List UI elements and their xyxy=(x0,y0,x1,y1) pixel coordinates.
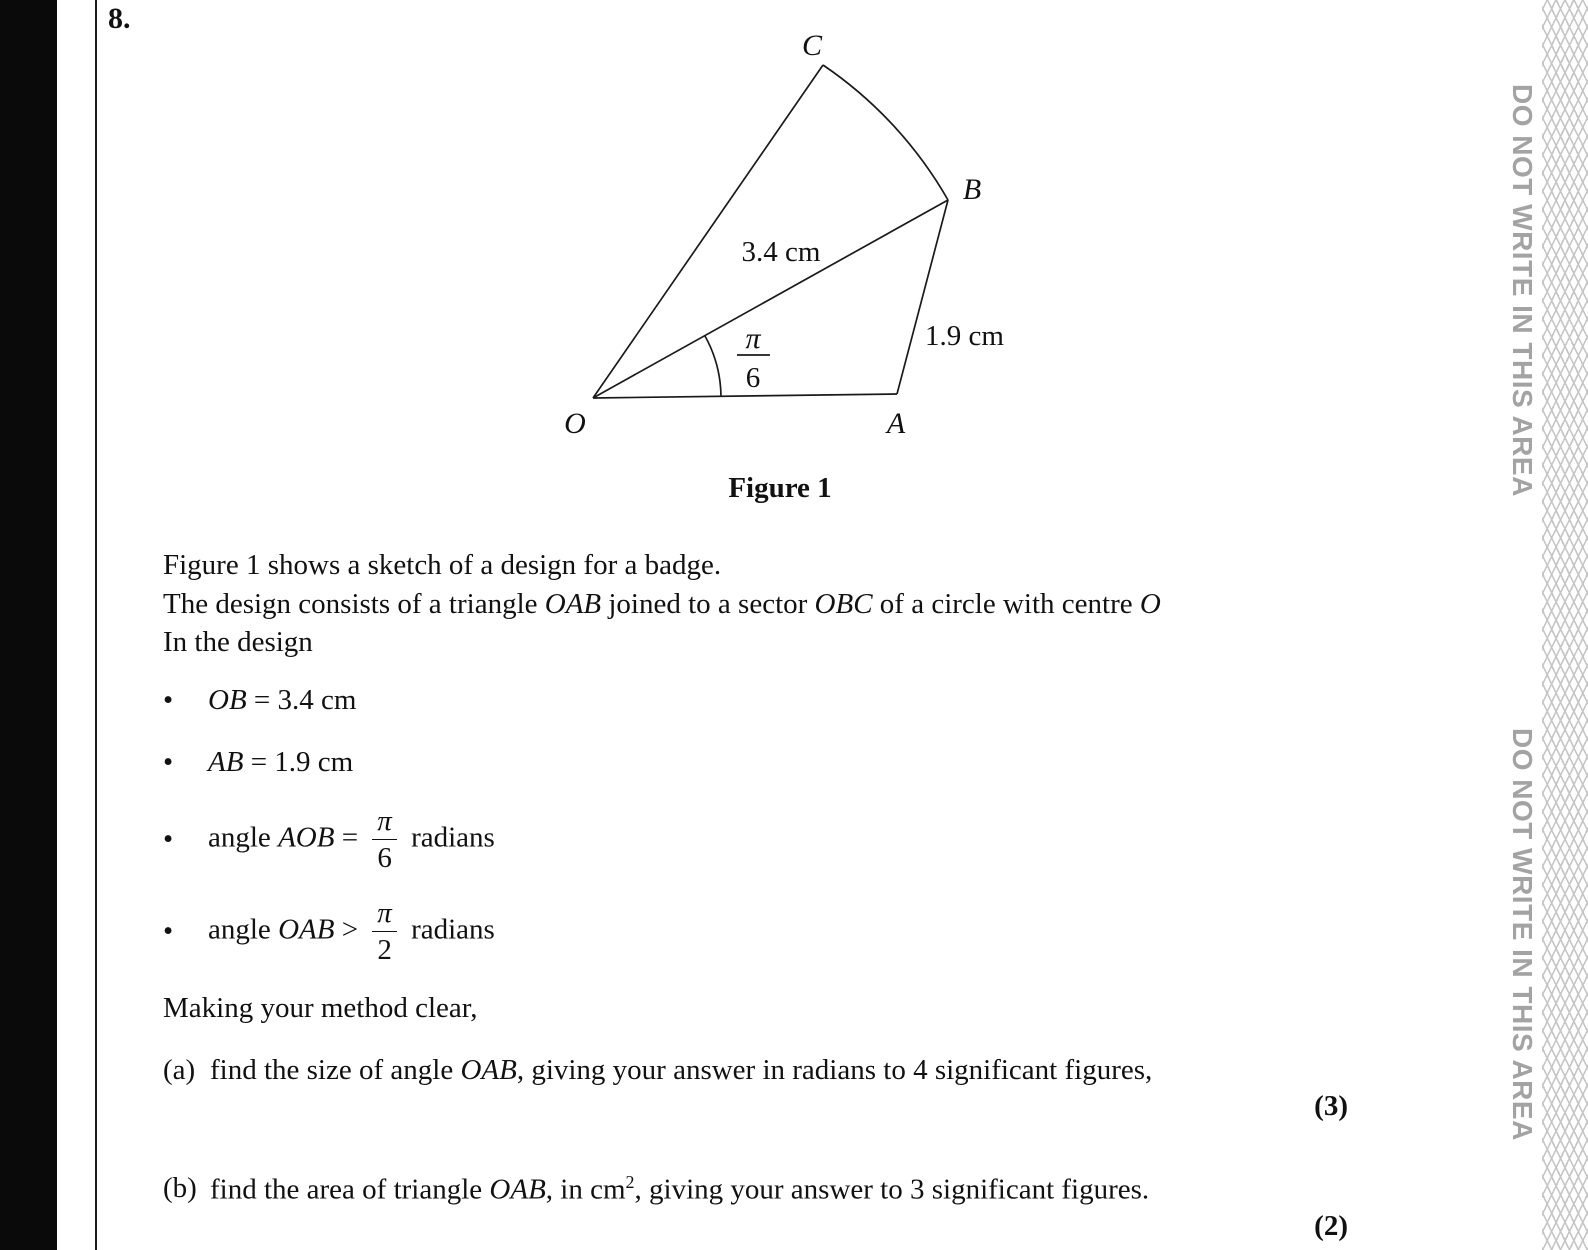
point-label-C: C xyxy=(801,29,823,62)
intro-line-1: Figure 1 shows a sketch of a design for a badge. xyxy=(163,549,722,581)
line-OC xyxy=(593,65,823,398)
line-OA xyxy=(593,394,897,398)
part-a xyxy=(163,1054,1363,1087)
do-not-write-warning-bottom: DO NOT WRITE IN THIS AREA xyxy=(1507,728,1538,1141)
bullet-ab-text: AB = 1.9 cm xyxy=(208,746,354,778)
part-a-text: find the size of angle OAB, giving your answer in radians to 4 significant figures, xyxy=(210,1054,1153,1086)
method-line: Making your method clear, xyxy=(163,992,478,1024)
bullet-ob-text: OB = 3.4 cm xyxy=(208,684,357,716)
line-OB xyxy=(593,200,948,398)
line-AB xyxy=(897,200,948,394)
point-label-A: A xyxy=(886,407,906,440)
point-label-O: O xyxy=(564,407,586,440)
bullet-ab xyxy=(163,746,353,779)
part-b-label: (b) xyxy=(163,1172,197,1204)
intro-paragraph xyxy=(163,546,1363,662)
part-a-marks: (3) xyxy=(1314,1090,1348,1122)
intro-line-3: In the design xyxy=(163,626,313,658)
angle-arc-AOB xyxy=(705,336,721,396)
left-margin-rule xyxy=(95,0,97,1250)
arc-BC xyxy=(823,65,948,200)
do-not-write-warning-top: DO NOT WRITE IN THIS AREA xyxy=(1507,84,1538,497)
figure-lines xyxy=(593,65,948,398)
point-label-B: B xyxy=(962,173,982,206)
part-b-text: find the area of triangle OAB, in $cm^2$, giving your answer to 3 significant figures. xyxy=(210,1172,1150,1206)
right-hatch-strip xyxy=(1542,0,1588,1250)
part-a-label: (a) xyxy=(163,1054,196,1086)
bullet-angle-aob xyxy=(163,806,495,874)
angle-fraction-numerator: π xyxy=(745,322,761,355)
bullet-dot: • xyxy=(163,915,174,948)
bullet-angle-oab xyxy=(163,898,495,966)
bullet-dot: • xyxy=(163,684,174,716)
bullet-dot: • xyxy=(163,823,174,856)
intro-line-2: The design consists of a triangle OAB joined to a sector OBC of a circle with centre O xyxy=(163,587,1161,620)
figure-caption: Figure 1 xyxy=(728,472,832,504)
length-label-OB: 3.4 cm xyxy=(741,236,821,268)
bullet-angle-aob-text: angle AOB = $\frac{\pi}{6}$ radians xyxy=(208,805,495,875)
part-b xyxy=(163,1172,1363,1207)
part-b-marks: (2) xyxy=(1314,1210,1348,1242)
length-label-AB: 1.9 cm xyxy=(925,320,1004,352)
question-number: 8. xyxy=(108,2,131,35)
figure-1-diagram xyxy=(540,25,1020,460)
bullet-angle-oab-text: angle OAB > $\frac{\pi}{2}$ radians xyxy=(208,897,495,967)
left-edge-bar xyxy=(0,0,57,1250)
angle-fraction-denominator: 6 xyxy=(745,362,761,394)
bullet-dot: • xyxy=(163,746,174,778)
bullet-ob xyxy=(163,684,356,717)
